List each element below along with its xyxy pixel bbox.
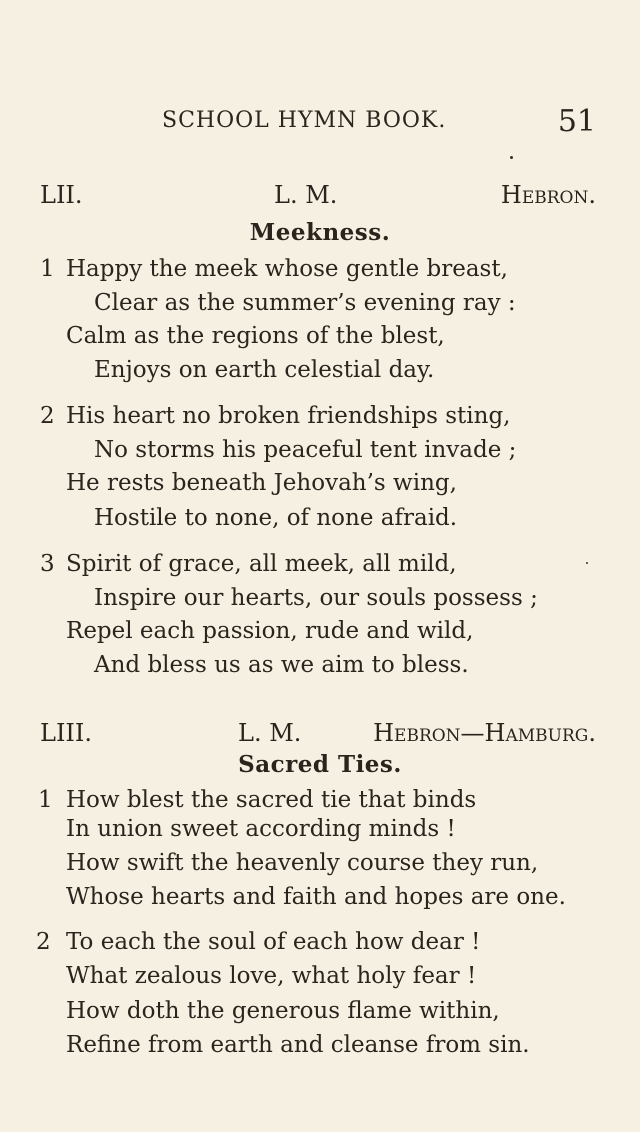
hymn-title: Meekness.	[249, 219, 391, 246]
hymn-line: Hostile to none, of none afraid.	[94, 505, 458, 531]
hymn-line: Inspire our hearts, our souls possess ;	[94, 585, 538, 611]
hymn-line: Clear as the summer’s evening ray :	[94, 290, 516, 316]
ink-speck	[510, 156, 513, 159]
verse-number: 1	[40, 256, 55, 282]
hymn-line: How blest the sacred tie that binds	[66, 787, 477, 813]
hymn-line: No storms his peaceful tent invade ;	[94, 437, 517, 463]
hymn-line: Spirit of grace, all meek, all mild,	[66, 551, 457, 577]
hymn-meter: L. M.	[274, 181, 338, 209]
ink-speck	[586, 562, 588, 564]
hymn-title: Sacred Ties.	[238, 751, 402, 778]
hymn-number: LIII.	[40, 719, 93, 747]
hymn-line: He rests beneath Jehovah’s wing,	[66, 470, 457, 496]
hymn-line: Happy the meek whose gentle breast,	[66, 256, 508, 282]
hymn-tune: Hebron.	[500, 181, 596, 209]
verse-number: 3	[40, 551, 55, 577]
hymn-line: What zealous love, what holy fear !	[66, 963, 477, 989]
hymn-line: To each the soul of each how dear !	[66, 929, 481, 955]
hymn-line: How doth the generous flame within,	[66, 998, 500, 1024]
running-head: SCHOOL HYMN BOOK.	[162, 108, 447, 133]
hymn-number: LII.	[40, 181, 83, 209]
hymn-line: His heart no broken friendships sting,	[66, 403, 511, 429]
hymn-header	[40, 719, 596, 749]
hymn-line: In union sweet according minds !	[66, 816, 456, 842]
verse-number: 1	[38, 787, 53, 813]
page-number: 51	[557, 104, 596, 139]
hymn-tune: Hebron—Hamburg.	[373, 719, 596, 747]
hymn-line: Refine from earth and cleanse from sin.	[66, 1032, 530, 1058]
hymn-meter: L. M.	[238, 719, 302, 747]
verse-number: 2	[40, 403, 55, 429]
hymn-line: Enjoys on earth celestial day.	[94, 357, 435, 383]
hymn-line: And bless us as we aim to bless.	[94, 652, 469, 678]
hymn-header	[40, 181, 596, 211]
verse-number: 2	[36, 929, 51, 955]
hymn-line: Whose hearts and faith and hopes are one.	[66, 884, 566, 910]
hymn-line: How swift the heavenly course they run,	[66, 850, 539, 876]
hymn-line: Repel each passion, rude and wild,	[66, 618, 474, 644]
hymn-line: Calm as the regions of the blest,	[66, 323, 445, 349]
